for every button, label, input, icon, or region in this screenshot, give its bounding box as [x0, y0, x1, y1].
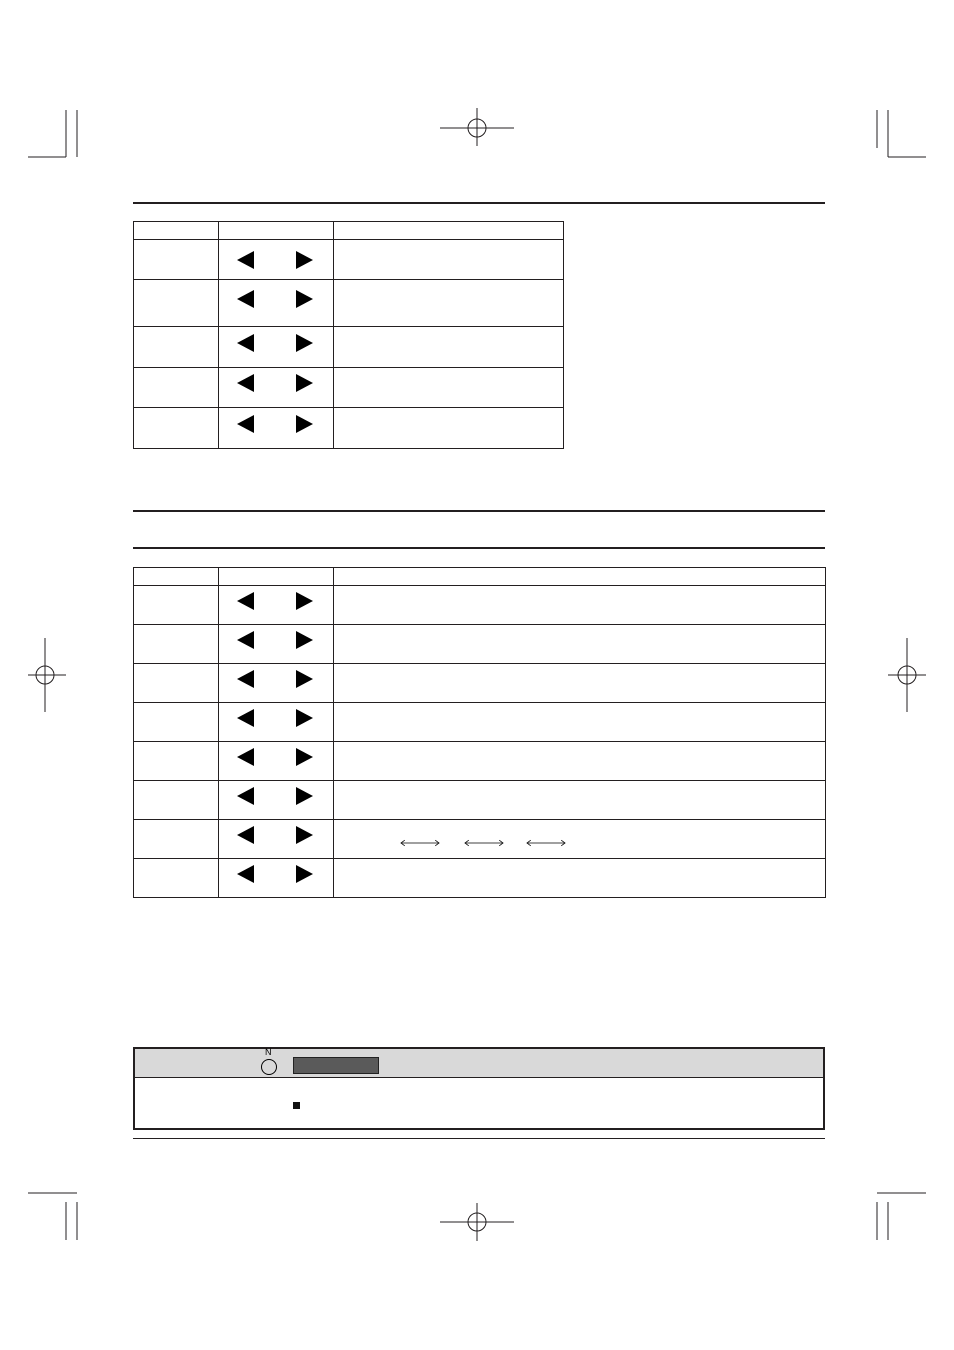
triangle-left-icon[interactable]: [237, 748, 254, 766]
triangle-left-icon[interactable]: [237, 374, 254, 392]
table-row: [134, 703, 826, 742]
triangle-left-icon[interactable]: [237, 334, 254, 352]
header-cell: [334, 568, 826, 586]
description-cell: [334, 664, 826, 703]
section-rule-middle-2: [133, 547, 825, 549]
triangle-right-icon[interactable]: [296, 251, 313, 269]
double-arrow-icon: [464, 838, 504, 848]
adjust-control[interactable]: [219, 742, 334, 781]
adjust-control[interactable]: [219, 703, 334, 742]
note-header: [135, 1049, 823, 1078]
triangle-left-icon[interactable]: [237, 709, 254, 727]
triangle-left-icon[interactable]: [237, 865, 254, 883]
triangle-right-icon[interactable]: [296, 670, 313, 688]
triangle-left-icon[interactable]: [237, 290, 254, 308]
description-cell: [334, 586, 826, 625]
note-box: [133, 1047, 825, 1130]
description-cell: [334, 327, 564, 368]
table-row: [134, 742, 826, 781]
description-cell: [334, 280, 564, 327]
table-header-row: [134, 222, 564, 240]
description-cell: [334, 408, 564, 449]
triangle-left-icon[interactable]: [237, 631, 254, 649]
item-cell: [134, 664, 219, 703]
adjust-control[interactable]: [219, 820, 334, 859]
table-row: [134, 820, 826, 859]
triangle-right-icon[interactable]: [296, 592, 313, 610]
circle-button-icon: [261, 1059, 277, 1075]
triangle-right-icon[interactable]: [296, 631, 313, 649]
adjust-control[interactable]: [219, 327, 334, 368]
table-header-row: [134, 568, 826, 586]
description-cell: [334, 240, 564, 280]
description-cell: [334, 625, 826, 664]
item-cell: [134, 859, 219, 898]
triangle-right-icon[interactable]: [296, 826, 313, 844]
adjust-control[interactable]: [219, 368, 334, 408]
triangle-left-icon[interactable]: [237, 787, 254, 805]
triangle-right-icon[interactable]: [296, 334, 313, 352]
triangle-right-icon[interactable]: [296, 865, 313, 883]
triangle-left-icon[interactable]: [237, 670, 254, 688]
table-row: [134, 327, 564, 368]
triangle-right-icon[interactable]: [296, 415, 313, 433]
section-rule-bottom: [133, 1138, 825, 1139]
item-cell: [134, 368, 219, 408]
triangle-right-icon[interactable]: [296, 290, 313, 308]
description-cell: [334, 781, 826, 820]
description-cell: [334, 742, 826, 781]
table-row: [134, 664, 826, 703]
table-row: [134, 586, 826, 625]
triangle-right-icon[interactable]: [296, 787, 313, 805]
header-cell: [219, 568, 334, 586]
triangle-right-icon[interactable]: [296, 709, 313, 727]
settings-table-1: [133, 221, 564, 449]
table-row: [134, 859, 826, 898]
adjust-control[interactable]: [219, 240, 334, 280]
settings-table-2: [133, 567, 826, 898]
header-cell: [334, 222, 564, 240]
adjust-control[interactable]: [219, 586, 334, 625]
table-row: [134, 408, 564, 449]
triangle-right-icon[interactable]: [296, 748, 313, 766]
item-cell: [134, 586, 219, 625]
item-cell: [134, 280, 219, 327]
triangle-left-icon[interactable]: [237, 592, 254, 610]
section-rule-top: [133, 202, 825, 204]
table-row: [134, 781, 826, 820]
item-cell: [134, 327, 219, 368]
table-row: [134, 625, 826, 664]
item-cell: [134, 703, 219, 742]
description-cell: [334, 820, 826, 859]
item-cell: [134, 781, 219, 820]
adjust-control[interactable]: [219, 859, 334, 898]
item-cell: [134, 742, 219, 781]
item-cell: [134, 820, 219, 859]
section-rule-middle-1: [133, 510, 825, 512]
description-cell: [334, 368, 564, 408]
adjust-control[interactable]: [219, 664, 334, 703]
triangle-left-icon[interactable]: [237, 415, 254, 433]
description-cell: [334, 703, 826, 742]
square-bullet-icon: [293, 1102, 300, 1109]
triangle-left-icon[interactable]: [237, 826, 254, 844]
triangle-left-icon[interactable]: [237, 251, 254, 269]
item-cell: [134, 240, 219, 280]
description-cell: [334, 859, 826, 898]
n-label: N: [265, 1047, 272, 1057]
header-cell: [134, 222, 219, 240]
header-cell: [134, 568, 219, 586]
triangle-right-icon[interactable]: [296, 374, 313, 392]
table-row: [134, 368, 564, 408]
double-arrow-icon: [526, 838, 566, 848]
adjust-control[interactable]: [219, 625, 334, 664]
highlight-bar: [293, 1057, 379, 1074]
item-cell: [134, 625, 219, 664]
adjust-control[interactable]: [219, 408, 334, 449]
item-cell: [134, 408, 219, 449]
table-row: [134, 280, 564, 327]
adjust-control[interactable]: [219, 781, 334, 820]
adjust-control[interactable]: [219, 280, 334, 327]
header-cell: [219, 222, 334, 240]
double-arrow-icon: [400, 838, 440, 848]
table-row: [134, 240, 564, 280]
